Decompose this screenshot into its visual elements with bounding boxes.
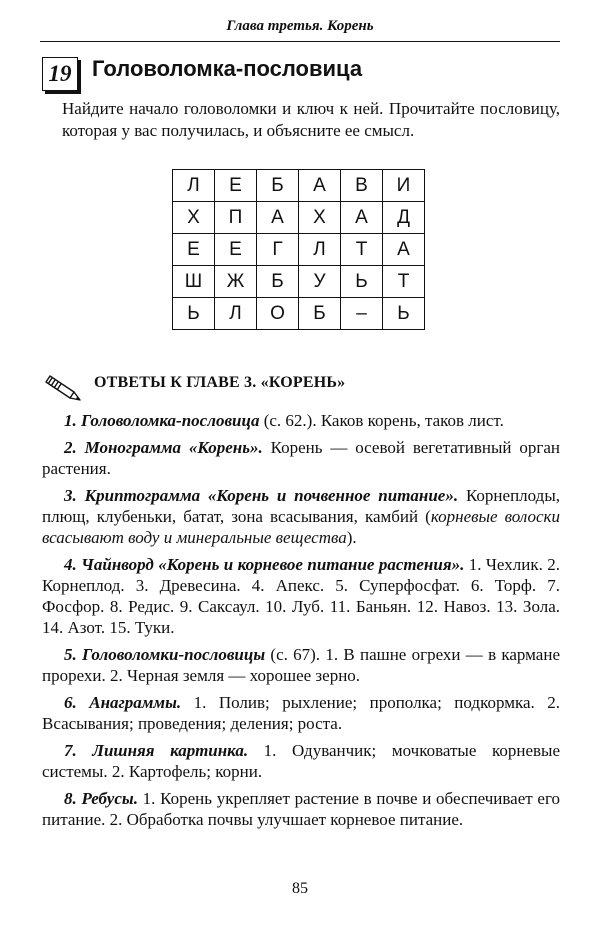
grid-cell: Е [215,170,257,202]
grid-cell: Ь [383,298,425,330]
grid-cell: Л [299,234,341,266]
grid-cell: О [257,298,299,330]
answer-text: Корнеплоды, плющ, клубеньки, батат, зона всасывания, камбий ( [42,486,560,526]
grid-cell: У [299,266,341,298]
answer-heading: 8. Ребусы. [64,789,138,808]
answer-item [42,644,560,686]
answers-list [42,410,560,836]
answer-item [42,410,560,431]
answer-heading: 1. Головоломка-пословица [64,411,260,430]
answer-item [42,485,560,548]
answer-text: 1. Одуванчик; мочковатые корневые системы. 2. Картофель; корни. [42,741,560,781]
answer-text: (с. 62.). Каков корень, таков лист. [259,411,504,430]
grid-cell: П [215,202,257,234]
grid-row [173,202,425,234]
answer-heading: 5. Головоломки-пословицы [64,645,266,664]
answer-heading: 4. Чайнворд «Корень и корневое питание растения». [64,555,465,574]
grid-cell: Б [257,170,299,202]
page-number: 85 [292,880,308,897]
answer-tail: ). [346,528,357,547]
answer-heading: 7. Лишняя картинка. [64,741,249,760]
answer-heading: 6. Анаграммы. [64,693,182,712]
grid-cell: Ж [215,266,257,298]
grid-cell: Г [257,234,299,266]
grid-cell: – [341,298,383,330]
grid-row [173,266,425,298]
grid-cell: Ш [173,266,215,298]
pencil-icon [44,372,82,402]
grid-cell: Л [173,170,215,202]
grid-row [173,298,425,330]
running-head: Глава третья. Корень [226,18,374,34]
grid-row [173,234,425,266]
header-rule [40,41,560,42]
grid-cell: Х [299,202,341,234]
answer-text: Корень — осевой вегетативный орган растения. [42,438,560,478]
answer-text: 1. Полив; рыхление; прополка; подкормка. 2. Всасывания; проведения; деления; роста. [42,693,560,733]
grid-cell: Ь [341,266,383,298]
grid-cell: Т [383,266,425,298]
answer-item [42,788,560,830]
grid-cell: А [299,170,341,202]
grid-cell: В [341,170,383,202]
answer-heading: 2. Монограмма «Корень». [64,438,263,457]
grid-cell: Л [215,298,257,330]
grid-cell: Т [341,234,383,266]
answer-heading: 3. Криптограмма «Корень и почвенное питание». [64,486,459,505]
exercise-number-box: 19 [42,57,78,91]
grid-cell: А [383,234,425,266]
exercise-task: Найдите начало головоломки и ключ к ней. Прочитайте пословицу, которая у вас получилась, и объясните ее смысл. [62,99,560,140]
exercise-title: Головоломка-пословица [92,56,363,81]
grid-cell: Ь [173,298,215,330]
grid-cell: Е [215,234,257,266]
answer-italic-note: корневые волоски всасывают воду и минеральные вещества [42,507,560,547]
answer-item [42,554,560,638]
answer-item [42,740,560,782]
grid-cell: Е [173,234,215,266]
grid-cell: И [383,170,425,202]
answer-text: 1. Корень укрепляет растение в почве и обеспечивает его питание. 2. Обработка почвы улучшает корневое питание. [42,789,560,829]
grid-cell: Б [299,298,341,330]
grid-cell: Х [173,202,215,234]
answer-item [42,437,560,479]
answer-text: 1. Чехлик. 2. Корнеплод. 3. Древесина. 4. Апекс. 5. Суперфосфат. 6. Торф. 7. Фосфор. 8. Редис. 9. Саксаул. 10. Луб. 11. Баньян. 12. Навоз. 13. Зола. 14. Азот. 15. Туки. [42,555,560,637]
answers-heading: ОТВЕТЫ К ГЛАВЕ 3. «КОРЕНЬ» [94,374,346,391]
grid-cell: А [341,202,383,234]
answer-text: (с. 67). 1. В пашне огрехи — в кармане прорехи. 2. Черная земля — хорошее зерно. [42,645,560,685]
grid-cell: А [257,202,299,234]
grid-cell: Б [257,266,299,298]
grid-cell: Д [383,202,425,234]
grid-row [173,170,425,202]
answer-item [42,692,560,734]
puzzle-grid [172,169,425,330]
